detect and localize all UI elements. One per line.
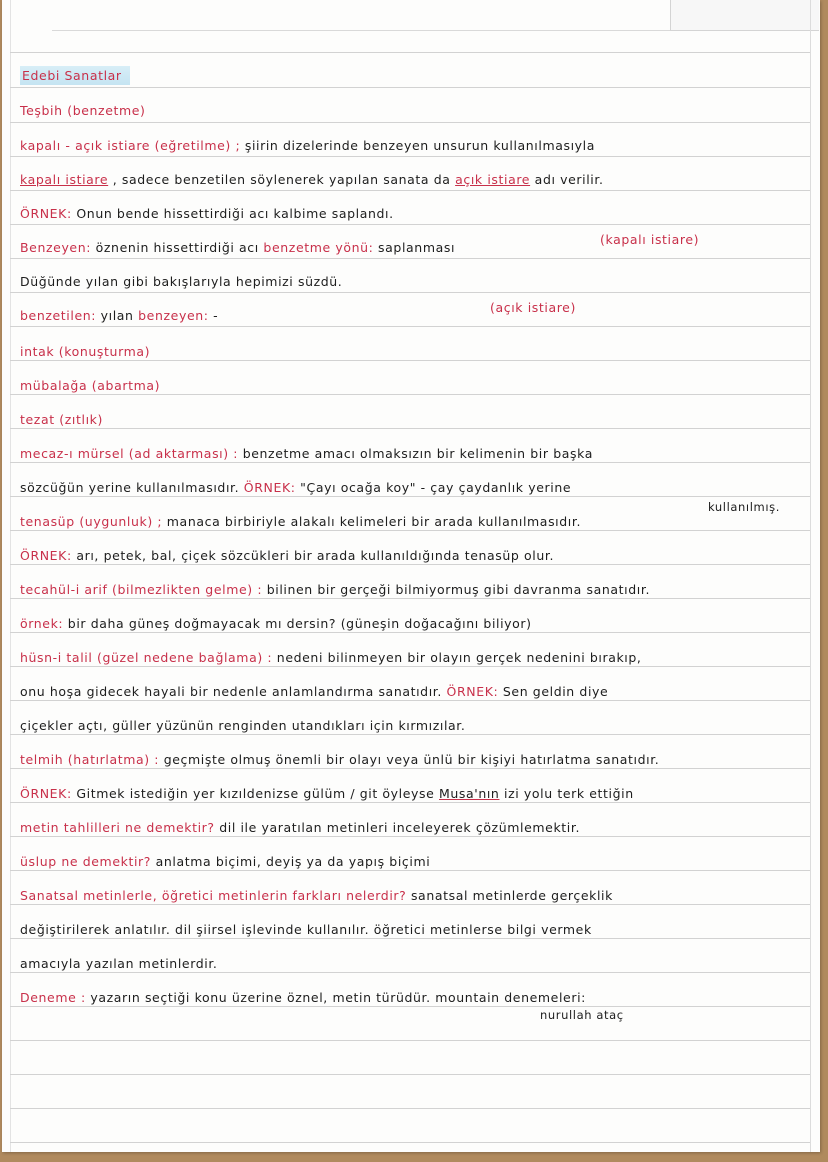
definition-tenasup [20,514,806,529]
term: tecahül-i arif (bilmezlikten gelme) : [20,582,263,597]
definition-cont [20,684,806,699]
note-author: nurullah ataç [540,1008,624,1022]
underlined-word: Musa'nın [439,786,500,801]
example-label: ÖRNEK: [20,786,72,801]
definition: benzetme amacı olmaksızın bir kelimenin bir başka [238,446,593,461]
value: - [208,308,219,323]
definition-istiare [20,138,806,153]
value: saplanması [373,240,456,255]
ruled-line [10,904,810,905]
ruled-line [10,292,810,293]
page-title [20,68,806,83]
right-margin-line [810,0,811,1152]
definition: , sadece benzetilen söylenerek yapılan sanata da [108,172,456,187]
value: öznenin hissettirdiği acı [91,240,259,255]
analysis-line [20,308,806,323]
ruled-line [10,1142,810,1143]
example-line [20,786,806,801]
term: Deneme : [20,990,86,1005]
ruled-line [10,258,810,259]
ruled-line [10,768,810,769]
term: tezat (zıtlık) [20,412,103,427]
example-line [20,718,806,733]
example-text: arı, petek, bal, çiçek sözcükleri bir arada kullanıldığında tenasüp olur. [71,548,555,563]
ruled-line [10,156,810,157]
definition-tecahul-i-arif [20,582,806,597]
example-label: örnek: [20,616,64,631]
label: Benzeyen: [20,240,92,255]
ruled-line [10,734,810,735]
answer: sanatsal metinlerde gerçeklik [406,888,613,903]
ruled-line [10,1074,810,1075]
answer: dil ile yaratılan metinleri inceleyerek çözümlemektir. [214,820,581,835]
term: hüsn-i talil (güzel nedene bağlama) : [20,650,273,665]
question-uslup [20,854,806,869]
label: benzetme yönü: [258,240,374,255]
definition: şiirin dizelerinde benzeyen unsurun kullanılmasıyla [240,138,595,153]
question: üslup ne demektir? [20,854,152,869]
definition: sözcüğün yerine kullanılmasıdır. [20,480,244,495]
example-label: ÖRNEK: [20,206,72,221]
ruled-line [10,1040,810,1041]
term: mecaz-ı mürsel (ad aktarması) : [20,446,239,461]
example-line [20,274,806,289]
example-text: Sen geldin diye [498,684,609,699]
answer-cont [20,922,806,937]
definition: bilinen bir gerçeği bilmiyormuş gibi davranma sanatıdır. [262,582,651,597]
label: benzeyen: [133,308,209,323]
term: tenasüp (uygunluk) ; [20,514,163,529]
example-text: "Çayı ocağa koy" - çay çaydanlık yerine [295,480,572,495]
ruled-line [10,496,810,497]
heading-tesbih [20,103,806,118]
ruled-line [10,1006,810,1007]
term: telmih (hatırlatma) : [20,752,160,767]
answer: değiştirilerek anlatılır. dil şiirsel işlevinde kullanılır. öğretici metinlerse bilgi vermek [20,922,592,937]
definition: onu hoşa gidecek hayali bir nedenle anlamlandırma sanatıdır. [20,684,447,699]
title-text: Edebi Sanatlar [20,66,130,85]
definition: adı verilir. [530,172,604,187]
ruled-line [10,666,810,667]
example-text: Gitmek istediğin yer kızıldenizse gülüm / git öyleyse [71,786,440,801]
underlined-term: kapalı istiare [20,172,109,187]
ruled-line [10,122,810,123]
ruled-line [10,802,810,803]
label: benzetilen: [20,308,97,323]
ruled-line [10,394,810,395]
side-note-kapali: (kapalı istiare) [600,232,700,247]
ruled-line [10,598,810,599]
question-sanatsal-ogretici [20,888,806,903]
term: intak (konuşturma) [20,344,151,359]
definition: manaca birbiriyle alakalı kelimeleri bir arada kullanılmasıdır. [162,514,582,529]
underlined-term: açık istiare [455,172,531,187]
left-margin-line [10,0,11,1152]
definition: geçmişte olmuş önemli bir olayı veya ünlü bir kişiyi hatırlatma sanatıdır. [159,752,660,767]
term: mübalağa (abartma) [20,378,161,393]
ruled-line [10,870,810,871]
example-text: çiçekler açtı, güller yüzünün renginden utandıkları için kırmızılar. [20,718,466,733]
answer: anlatma biçimi, deyiş ya da yapış biçimi [151,854,431,869]
answer: amacıyla yazılan metinlerdir. [20,956,218,971]
ruled-line [10,632,810,633]
example-label: ÖRNEK: [20,548,72,563]
example-line [20,616,806,631]
ruled-line [10,530,810,531]
example-text: Onun bende hissettirdiği acı kalbime saplandı. [71,206,394,221]
example-line [20,548,806,563]
definition-cont [20,480,806,495]
note-kullanilmis: kullanılmış. [708,500,780,514]
definition: nedeni bilinmeyen bir olayın gerçek nedenini bırakıp, [272,650,642,665]
value: yılan [96,308,134,323]
notebook-page [2,0,820,1152]
definition-mecaz-i-mursel [20,446,806,461]
heading-mubalaga [20,378,806,393]
ruled-line [10,360,810,361]
ruled-line [10,836,810,837]
ruled-line [10,1108,810,1109]
answer-cont [20,956,806,971]
question: metin tahlilleri ne demektir? [20,820,215,835]
definition: yazarın seçtiği konu üzerine öznel, metin türüdür. mountain denemeleri: [85,990,586,1005]
heading-tezat [20,412,806,427]
ruled-line [10,462,810,463]
ruled-line [10,938,810,939]
example-text: bir daha güneş doğmayacak mı dersin? (güneşin doğacağını biliyor) [63,616,532,631]
ruled-line [10,224,810,225]
definition-husn-i-talil [20,650,806,665]
example-text: Düğünde yılan gibi bakışlarıyla hepimizi süzdü. [20,274,343,289]
ruled-line [10,326,810,327]
example-label: ÖRNEK: [243,480,296,495]
date-box [670,0,819,31]
ruled-line [10,87,810,88]
ruled-line [10,972,810,973]
question-metin-tahlili [20,820,806,835]
ruled-line [10,564,810,565]
ruled-line [10,700,810,701]
side-note-acik: (açık istiare) [490,300,576,315]
example-line [20,206,806,221]
term: Teşbih (benzetme) [20,103,146,118]
ruled-line [10,52,810,53]
definition-telmih [20,752,806,767]
heading-intak [20,344,806,359]
question: Sanatsal metinlerle, öğretici metinlerin farkları nelerdir? [20,888,407,903]
definition-istiare-cont [20,172,806,187]
definition-deneme [20,990,806,1005]
example-label: ÖRNEK: [446,684,499,699]
ruled-line [10,190,810,191]
term: kapalı - açık istiare (eğretilme) ; [20,138,241,153]
example-text: izi yolu terk ettiğin [499,786,634,801]
ruled-line [10,428,810,429]
